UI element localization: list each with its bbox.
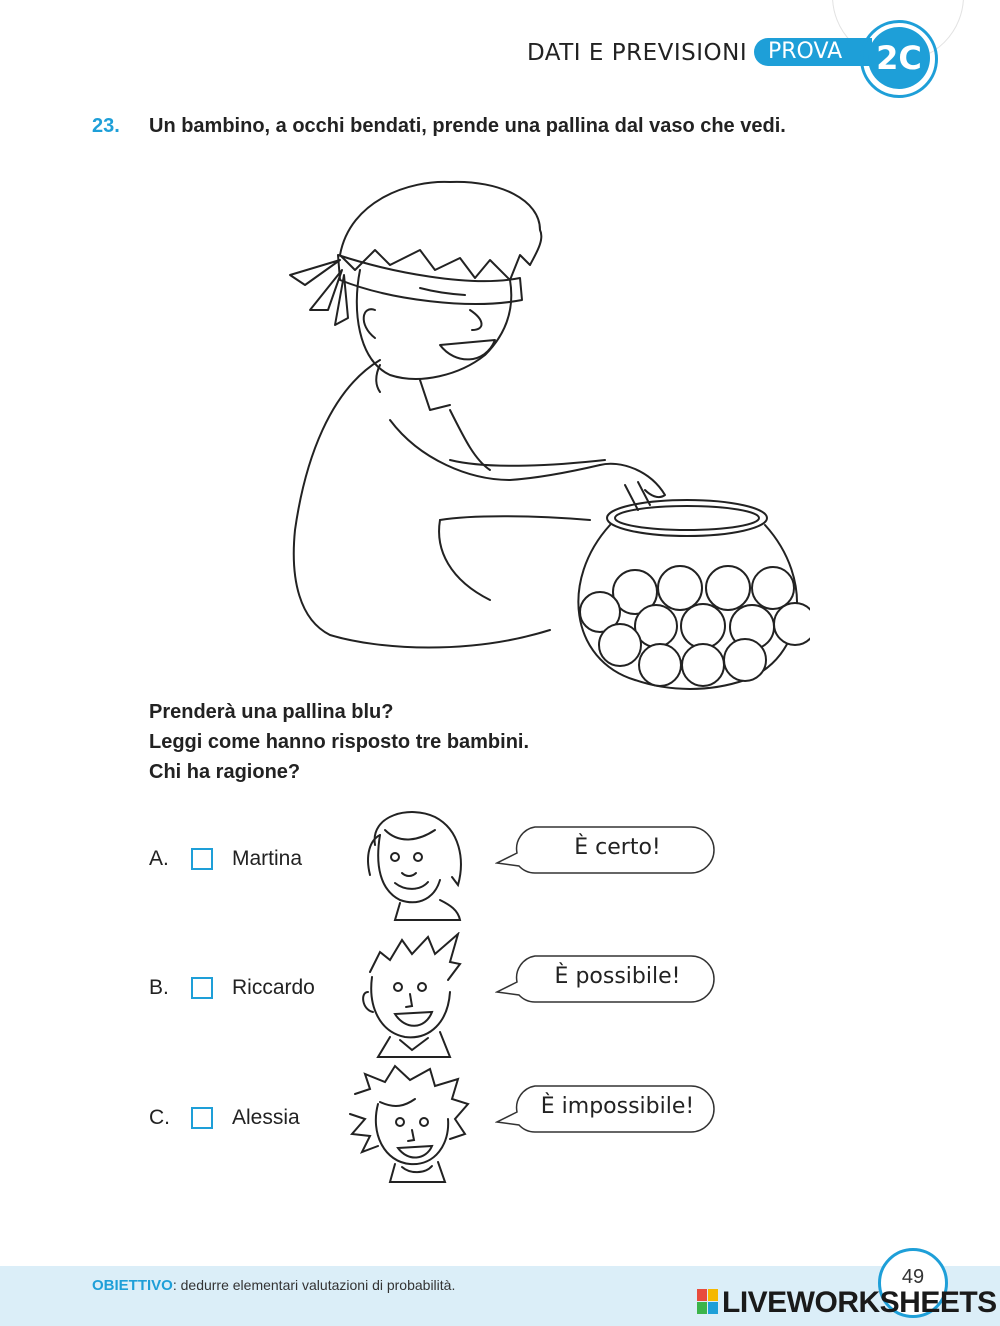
speech-a-text: È certo!: [574, 835, 661, 860]
objective: [92, 1277, 455, 1294]
martina-face-drawing: [340, 805, 480, 925]
section-title: DATI E PREVISIONI: [527, 40, 748, 66]
option-b-name: Riccardo: [232, 976, 315, 999]
objective-label: OBIETTIVO: [92, 1277, 173, 1294]
prompt-line-1: Prenderà una pallina blu?: [149, 701, 394, 723]
jar-ball: [682, 644, 724, 686]
option-a-name: Martina: [232, 847, 303, 870]
question-number: 23.: [92, 115, 120, 137]
option-a-letter: A.: [149, 847, 169, 870]
jar-ball: [658, 566, 702, 610]
jar-ball: [752, 567, 794, 609]
jar-ball: [639, 644, 681, 686]
prompt-line-3: Chi ha ragione?: [149, 761, 301, 783]
blindfolded-child-illustration: [90, 160, 810, 700]
prova-label: PROVA: [768, 39, 843, 64]
jar-ball: [774, 603, 810, 645]
option-c-checkbox[interactable]: [191, 1107, 213, 1129]
objective-text: : dedurre elementari valutazioni di probabilità.: [172, 1277, 456, 1293]
question-text: Un bambino, a occhi bendati, prende una pallina dal vaso che vedi.: [149, 115, 786, 137]
speech-c-text: È impossibile!: [540, 1094, 695, 1119]
option-a-checkbox[interactable]: [191, 848, 213, 870]
option-b-checkbox[interactable]: [191, 977, 213, 999]
option-c-name: Alessia: [232, 1106, 300, 1129]
riccardo-face-drawing: [340, 932, 480, 1062]
jar-ball: [724, 639, 766, 681]
test-badge: 2C: [868, 27, 930, 89]
page-number: 49: [901, 1266, 925, 1288]
speech-b-text: È possibile!: [554, 964, 681, 989]
jar-ball: [706, 566, 750, 610]
liveworksheets-logo-icon: [697, 1289, 719, 1315]
prova-tag: [754, 38, 872, 66]
liveworksheets-watermark: LIVEWORKSHEETS: [722, 1286, 997, 1319]
option-c-letter: C.: [149, 1106, 170, 1129]
jar-ball: [681, 604, 725, 648]
option-b-letter: B.: [149, 976, 169, 999]
alessia-face-drawing: [340, 1064, 480, 1184]
prompt-line-2: Leggi come hanno risposto tre bambini.: [149, 731, 530, 753]
jar-ball: [599, 624, 641, 666]
